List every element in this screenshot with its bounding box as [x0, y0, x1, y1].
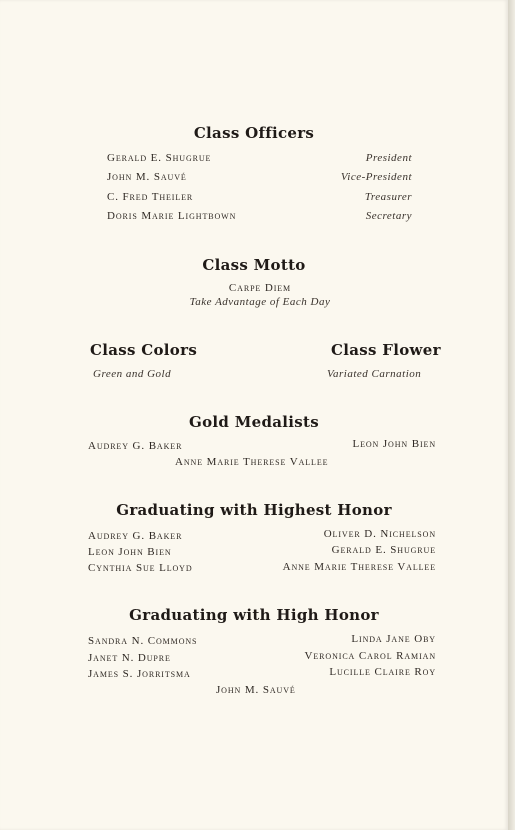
highest-honor-name: Anne Marie Therese Vallee	[282, 561, 436, 573]
highest-honor-name: Gerald E. Shugrue	[331, 544, 436, 556]
highest-honor-name: Oliver D. Nichelson	[323, 528, 436, 540]
officer-name: Gerald E. Shugrue	[107, 152, 212, 164]
highest-honor-name: Leon John Bien	[88, 546, 172, 558]
officer-name: Doris Marie Lightbown	[107, 210, 237, 222]
officer-title: President	[365, 152, 412, 164]
gold-medalists-heading: Gold Medalists	[189, 413, 319, 431]
class-colors-heading: Class Colors	[90, 341, 198, 359]
officer-name: C. Fred Theiler	[107, 191, 194, 203]
high-honor-name: Linda Jane Oby	[351, 633, 436, 645]
highest-honor-heading: Graduating with Highest Honor	[116, 501, 392, 519]
high-honor-name: Janet N. Dupre	[88, 652, 171, 664]
medalist-name: Audrey G. Baker	[88, 440, 183, 452]
class-flower-heading: Class Flower	[331, 341, 441, 359]
motto-latin: Carpe Diem	[228, 282, 292, 294]
class-colors-value: Green and Gold	[93, 368, 172, 380]
high-honor-name: John M. Sauvé	[216, 684, 296, 696]
medalist-name: Leon John Bien	[352, 438, 436, 450]
high-honor-name: Sandra N. Commons	[88, 635, 198, 647]
medalist-name: Anne Marie Therese Vallee	[175, 456, 329, 468]
officer-name: John M. Sauvé	[107, 171, 187, 183]
highest-honor-name: Cynthia Sue Lloyd	[88, 562, 193, 574]
high-honor-name: Lucille Claire Roy	[329, 666, 436, 678]
officer-title: Treasurer	[364, 191, 412, 203]
motto-translation: Take Advantage of Each Day	[189, 296, 331, 308]
officer-title: Vice-President	[340, 171, 412, 183]
class-motto-heading: Class Motto	[202, 256, 306, 274]
high-honor-name: Veronica Carol Ramian	[304, 650, 436, 662]
officer-title: Secretary	[365, 210, 412, 222]
high-honor-name: James S. Jorritsma	[88, 668, 191, 680]
highest-honor-name: Audrey G. Baker	[88, 530, 183, 542]
page-edge	[508, 0, 515, 830]
high-honor-heading: Graduating with High Honor	[129, 606, 379, 624]
class-officers-heading: Class Officers	[193, 124, 315, 142]
class-flower-value: Variated Carnation	[327, 368, 422, 380]
